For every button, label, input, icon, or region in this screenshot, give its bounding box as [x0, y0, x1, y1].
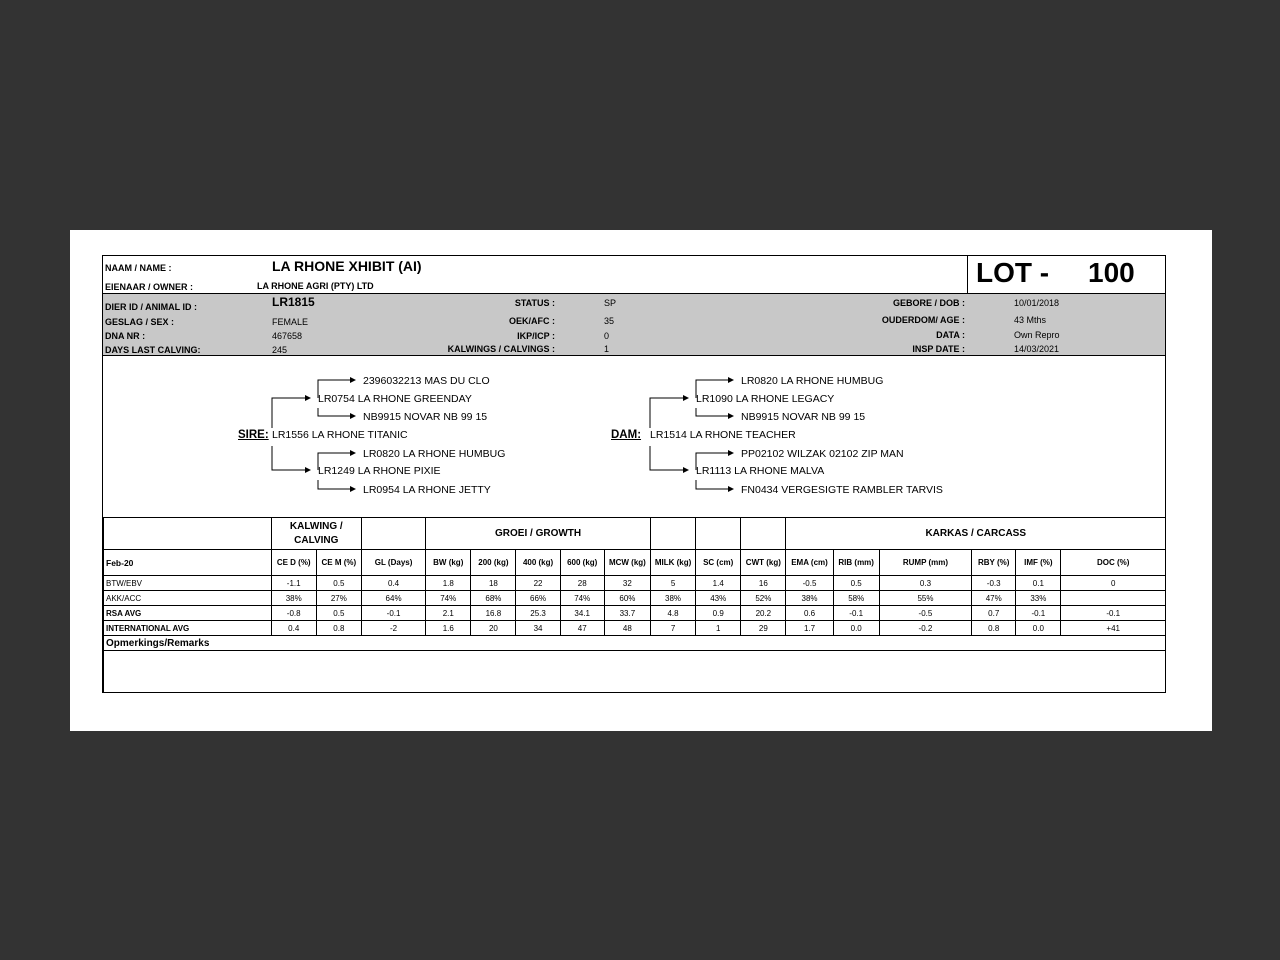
stats-cell: 16: [741, 576, 786, 591]
col-header: RUMP (mm): [879, 550, 971, 576]
column-header-row: [104, 550, 1166, 576]
stats-cell: -0.1: [1061, 606, 1166, 621]
stats-cell: -0.3: [972, 576, 1016, 591]
dna-value: 467658: [272, 331, 303, 341]
stats-cell: 2.1: [426, 606, 471, 621]
sire-sire: LR0754 LA RHONE GREENDAY: [318, 393, 472, 405]
col-header: GL (Days): [361, 550, 425, 576]
stats-row: [104, 621, 1166, 636]
empty-header-cell: [104, 518, 272, 550]
stats-cell: -0.2: [879, 621, 971, 636]
stats-cell: 33%: [1016, 591, 1061, 606]
dam-sire: LR1090 LA RHONE LEGACY: [696, 393, 835, 405]
lot-number: 100: [1088, 257, 1135, 288]
stats-cell: 48: [604, 621, 650, 636]
sex-value: FEMALE: [272, 317, 309, 327]
performance-table: [103, 517, 1166, 693]
stats-cell: 32: [604, 576, 650, 591]
remarks-field: [104, 651, 1166, 693]
stats-cell: [1061, 591, 1166, 606]
col-header: CE D (%): [271, 550, 316, 576]
stats-cell: 1.8: [426, 576, 471, 591]
stats-cell: 64%: [361, 591, 425, 606]
col-header: 400 (kg): [516, 550, 560, 576]
empty-header-cell: [696, 518, 741, 550]
sire-dam-dam: LR0954 LA RHONE JETTY: [363, 484, 491, 496]
period-label: Feb-20: [104, 550, 272, 576]
stats-cell: 22: [516, 576, 560, 591]
stats-cell: 16.8: [471, 606, 516, 621]
age-value: 43 Mths: [1014, 315, 1047, 325]
stats-row: [104, 606, 1166, 621]
col-header: DOC (%): [1061, 550, 1166, 576]
sire-sire-sire: 2396032213 MAS DU CLO: [363, 375, 490, 387]
group-header-row: [104, 518, 1166, 550]
stats-cell: 0.7: [972, 606, 1016, 621]
stats-cell: 52%: [741, 591, 786, 606]
sire-name: LR1556 LA RHONE TITANIC: [272, 429, 408, 441]
stats-cell: 20: [471, 621, 516, 636]
empty-header-cell: [361, 518, 425, 550]
sire-dam: LR1249 LA RHONE PIXIE: [318, 465, 441, 477]
stats-cell: 0.1: [1016, 576, 1061, 591]
stats-cell: 0.4: [271, 621, 316, 636]
empty-header-cell: [741, 518, 786, 550]
header-top: [103, 256, 1165, 293]
afc-value: 35: [604, 316, 615, 326]
stats-cell: 74%: [426, 591, 471, 606]
col-header: BW (kg): [426, 550, 471, 576]
col-header: SC (cm): [696, 550, 741, 576]
days-last-calving-label: DAYS LAST CALVING:: [105, 345, 201, 355]
stats-cell: 0.6: [786, 606, 833, 621]
stats-cell: -1.1: [271, 576, 316, 591]
sire-sire-dam: NB9915 NOVAR NB 99 15: [363, 411, 488, 423]
stats-cell: -2: [361, 621, 425, 636]
stats-cell: 47%: [972, 591, 1016, 606]
insp-date-value: 14/03/2021: [1014, 344, 1060, 354]
stats-cell: 66%: [516, 591, 560, 606]
col-header: 200 (kg): [471, 550, 516, 576]
stats-cell: 47: [560, 621, 604, 636]
dam-dam-dam: FN0434 VERGESIGTE RAMBLER TARVIS: [741, 484, 943, 496]
sire-label: SIRE:: [238, 429, 269, 441]
stats-cell: 29: [741, 621, 786, 636]
stats-cell: 34.1: [560, 606, 604, 621]
sex-label: GESLAG / SEX :: [105, 317, 175, 327]
stats-cell: 38%: [650, 591, 695, 606]
data-label: DATA :: [936, 330, 965, 340]
stats-cell: 0.0: [1016, 621, 1061, 636]
growth-group-header: GROEI / GROWTH: [426, 518, 651, 550]
dob-value: 10/01/2018: [1014, 298, 1060, 308]
stats-cell: 0: [1061, 576, 1166, 591]
col-header: RIB (mm): [833, 550, 879, 576]
owner-value: LA RHONE AGRI (PTY) LTD: [257, 281, 374, 291]
stats-cell: -0.5: [786, 576, 833, 591]
stats-cell: -0.1: [1016, 606, 1061, 621]
stats-cell: 58%: [833, 591, 879, 606]
stats-cell: 55%: [879, 591, 971, 606]
stats-cell: 0.8: [316, 621, 361, 636]
lot-box: [967, 256, 1165, 293]
stats-cell: 7: [650, 621, 695, 636]
stats-cell: 20.2: [741, 606, 786, 621]
icp-value: 0: [604, 331, 610, 341]
status-value: SP: [604, 298, 617, 308]
stats-cell: 0.5: [833, 576, 879, 591]
stats-row-label: INTERNATIONAL AVG: [104, 621, 272, 636]
dam-sire-sire: LR0820 LA RHONE HUMBUG: [741, 375, 884, 387]
stats-cell: 0.5: [316, 606, 361, 621]
empty-header-cell: [650, 518, 695, 550]
col-header: 600 (kg): [560, 550, 604, 576]
sire-dam-sire: LR0820 LA RHONE HUMBUG: [363, 448, 506, 460]
insp-date-label: INSP DATE :: [912, 344, 965, 354]
stats-cell: +41: [1061, 621, 1166, 636]
dam-dam: LR1113 LA RHONE MALVA: [696, 465, 825, 477]
age-label: OUDERDOM/ AGE :: [881, 315, 965, 325]
dob-label: GEBORE / DOB :: [892, 298, 965, 308]
stats-cell: -0.1: [361, 606, 425, 621]
stats-cell: 0.3: [879, 576, 971, 591]
stats-cell: 25.3: [516, 606, 560, 621]
stats-cell: -0.5: [879, 606, 971, 621]
data-value: Own Repro: [1014, 330, 1060, 340]
calvings-value: 1: [604, 344, 610, 354]
stats-cell: 60%: [604, 591, 650, 606]
stats-cell: 27%: [316, 591, 361, 606]
stats-cell: 18: [471, 576, 516, 591]
col-header: CE M (%): [316, 550, 361, 576]
stats-cell: 0.0: [833, 621, 879, 636]
status-label: STATUS :: [514, 298, 555, 308]
stats-cell: 1.7: [786, 621, 833, 636]
stats-cell: -0.8: [271, 606, 316, 621]
stats-cell: 1.4: [696, 576, 741, 591]
animal-info-block: [103, 293, 1165, 356]
lot-label: LOT -: [976, 257, 1050, 288]
col-header: IMF (%): [1016, 550, 1061, 576]
animal-name: LA RHONE XHIBIT (AI): [272, 258, 422, 274]
stats-cell: 1: [696, 621, 741, 636]
stats-cell: 4.8: [650, 606, 695, 621]
stats-cell: 68%: [471, 591, 516, 606]
stats-cell: 1.6: [426, 621, 471, 636]
col-header: EMA (cm): [786, 550, 833, 576]
stats-row: [104, 591, 1166, 606]
name-label: NAAM / NAME :: [105, 263, 172, 273]
stats-cell: 38%: [271, 591, 316, 606]
col-header: MILK (kg): [650, 550, 695, 576]
stats-cell: -0.1: [833, 606, 879, 621]
stats-cell: 38%: [786, 591, 833, 606]
calvings-label: KALWINGS / CALVINGS :: [447, 344, 555, 354]
dam-sire-dam: NB9915 NOVAR NB 99 15: [741, 411, 866, 423]
icp-label: IKP/ICP :: [517, 331, 555, 341]
stats-cell: 33.7: [604, 606, 650, 621]
stats-cell: 28: [560, 576, 604, 591]
stats-cell: 74%: [560, 591, 604, 606]
dam-label: DAM:: [611, 429, 642, 441]
stats-cell: 0.8: [972, 621, 1016, 636]
pedigree-section: [103, 356, 1165, 518]
afc-label: OEK/AFC :: [509, 316, 555, 326]
col-header: CWT (kg): [741, 550, 786, 576]
lot-card: [102, 255, 1166, 693]
carcass-group-header: KARKAS / CARCASS: [786, 518, 1166, 550]
dam-name: LR1514 LA RHONE TEACHER: [650, 429, 796, 441]
page-sheet: [70, 230, 1212, 731]
remarks-area: [104, 651, 1166, 693]
remarks-label: Opmerkings/Remarks: [104, 636, 1166, 651]
remarks-row: [104, 636, 1166, 651]
col-header: MCW (kg): [604, 550, 650, 576]
stats-cell: 0.5: [316, 576, 361, 591]
stats-cell: 43%: [696, 591, 741, 606]
stats-cell: 0.4: [361, 576, 425, 591]
stats-row: [104, 576, 1166, 591]
stats-cell: 5: [650, 576, 695, 591]
dam-dam-sire: PP02102 WILZAK 02102 ZIP MAN: [741, 448, 904, 460]
calving-group-header: KALWING / CALVING: [271, 518, 361, 550]
stats-cell: 0.9: [696, 606, 741, 621]
dna-label: DNA NR :: [105, 331, 146, 341]
stats-body: [104, 576, 1166, 636]
stats-row-label: BTW/EBV: [104, 576, 272, 591]
days-last-calving-value: 245: [272, 345, 288, 355]
stats-cell: 34: [516, 621, 560, 636]
animal-id-label: DIER ID / ANIMAL ID :: [105, 302, 197, 312]
stats-row-label: AKK/ACC: [104, 591, 272, 606]
owner-label: EIENAAR / OWNER :: [105, 282, 194, 292]
animal-id-value: LR1815: [272, 295, 315, 309]
stats-row-label: RSA AVG: [104, 606, 272, 621]
col-header: RBY (%): [972, 550, 1016, 576]
